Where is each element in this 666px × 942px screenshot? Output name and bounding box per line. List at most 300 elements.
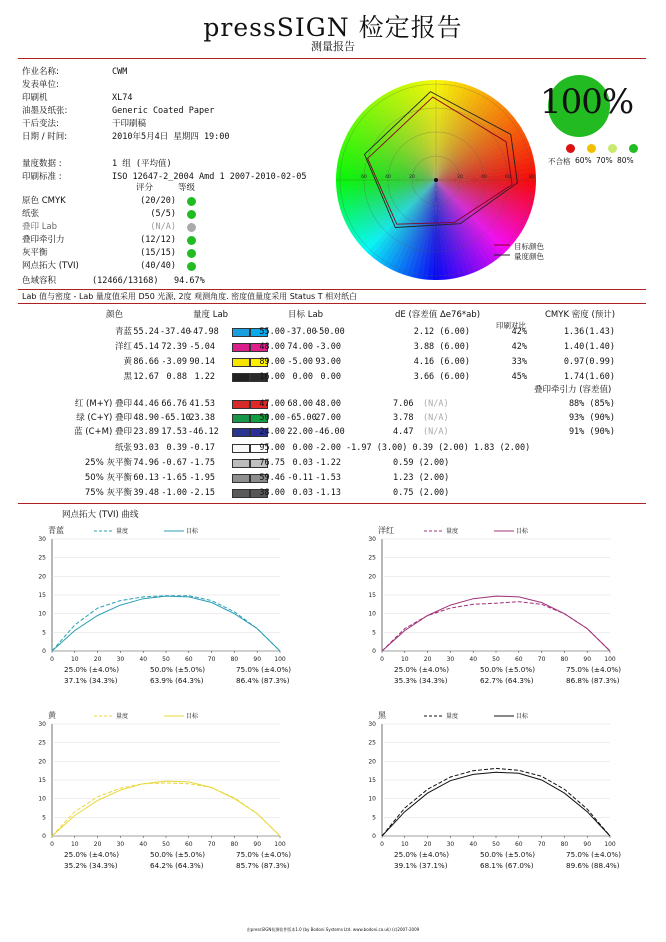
measured-lab: 60.13 <box>133 473 159 483</box>
x-tick-label: 80 <box>560 656 569 663</box>
x-tick-label: 100 <box>604 656 616 663</box>
de-value: 3.78 <box>393 413 414 423</box>
x-tick-label: 90 <box>583 656 592 663</box>
legend-label-target: 目标 <box>516 528 529 535</box>
x-tick-label: 40 <box>469 841 478 848</box>
x-tick-label: 30 <box>446 841 455 848</box>
lab-note: Lab 值与密度 - Lab 量度值采用 D50 光源, 2度 观测角度. 密度值量度采用 Status T 相对纸白 <box>22 292 358 301</box>
x-tick-label: 80 <box>560 841 569 848</box>
de-value: 4.16 (6.00) <box>413 357 470 367</box>
row-name: 25% 灰平衡 <box>84 458 132 468</box>
chart-title: 青蓝 <box>48 526 64 535</box>
measured-swatch <box>232 414 250 423</box>
tvi-title: 网点拓大 (TVI) 曲线 <box>62 510 139 520</box>
target-lab: 0.00 <box>292 443 313 453</box>
contrast-value: 45% <box>511 372 527 382</box>
tvi-chart <box>352 525 627 685</box>
x-tick-label: 100 <box>274 656 286 663</box>
target-lab: 89.00 <box>259 357 285 367</box>
measured-lab: 93.03 <box>133 443 159 453</box>
info-label: 干后变法: <box>22 119 59 129</box>
contrast-value: 33% <box>511 357 527 367</box>
score-header: 评分 <box>136 183 154 193</box>
y-tick-label: 15 <box>38 592 46 599</box>
tvi-chart <box>352 710 627 870</box>
measured-swatch <box>232 328 250 337</box>
measured-lab: 0.88 <box>166 372 187 382</box>
score-value: (5/5) <box>150 209 176 219</box>
x-tick-label: 40 <box>469 656 478 663</box>
de-value: 0.75 (2.00) <box>393 488 450 498</box>
tvi-tolerance: 25.0% (±4.0%) <box>64 850 120 859</box>
x-tick-label: 100 <box>274 841 286 848</box>
wheel-center <box>434 178 438 182</box>
x-tick-label: 0 <box>380 656 384 663</box>
measured-lab: 48.90 <box>133 413 159 423</box>
x-tick-label: 30 <box>116 656 125 663</box>
wheel-tick-label: 60 <box>505 175 511 180</box>
measured-lab: 23.89 <box>133 427 159 437</box>
y-tick-label: 20 <box>368 758 376 766</box>
de-value: 4.47 <box>393 427 414 437</box>
gamut-label: 色域容积 <box>22 276 57 286</box>
page-title: pressSIGN 检定报告 <box>203 13 463 42</box>
measured-lab: -1.95 <box>189 473 215 483</box>
header-rule <box>18 58 646 59</box>
grade-dot <box>187 236 196 245</box>
section-rule <box>18 289 646 290</box>
grade-dot <box>187 210 196 219</box>
target-lab: 93.00 <box>315 357 341 367</box>
tvi-tolerance: 50.0% (±5.0%) <box>150 850 206 859</box>
de-value: 3.66 (6.00) <box>413 372 470 382</box>
measured-lab: 39.48 <box>133 488 159 498</box>
target-lab: 0.00 <box>292 372 313 382</box>
info-value: CWM <box>112 67 128 77</box>
score-label: 网点拓大 (TVI) <box>22 261 79 271</box>
tvi-value: 37.1% (34.3%) <box>64 676 118 685</box>
gamut-percent: 94.67% <box>174 276 205 286</box>
y-tick-label: 30 <box>368 721 376 728</box>
col-density: CMYK 密度 (预计) <box>545 310 616 320</box>
measured-swatch <box>232 459 250 468</box>
de-value: 2.12 (6.00) <box>413 327 470 337</box>
y-tick-label: 0 <box>372 648 376 655</box>
measured-lab: 66.76 <box>161 399 187 409</box>
de-value: 0.59 (2.00) <box>393 458 450 468</box>
target-lab: -5.00 <box>287 357 313 367</box>
x-tick-label: 50 <box>162 656 170 663</box>
y-tick-label: 20 <box>38 573 46 581</box>
measured-lab: 90.14 <box>189 357 215 367</box>
tvi-tolerance: 50.0% (±5.0%) <box>480 665 536 674</box>
measured-curve <box>382 602 610 651</box>
y-tick-label: 25 <box>38 554 46 562</box>
trap-value: 91% (90%) <box>568 427 615 437</box>
target-lab: -65.00 <box>286 413 317 423</box>
target-lab: 48.00 <box>259 342 285 352</box>
score-value: (N/A) <box>150 222 176 232</box>
col-measured: 量度 Lab <box>193 310 229 320</box>
legend-label: 60% <box>575 156 592 165</box>
section-rule-2 <box>18 303 646 304</box>
target-lab: 55.00 <box>259 327 285 337</box>
y-tick-label: 15 <box>38 777 46 784</box>
wheel-tick-label: 60 <box>361 175 367 180</box>
tvi-tolerance: 50.0% (±5.0%) <box>150 665 206 674</box>
score-label: 叠印牵引力 <box>22 235 65 245</box>
measured-lab: 55.24 <box>133 327 159 337</box>
legend-label-measured: 量度 <box>446 528 459 535</box>
measured-lab: 0.39 <box>166 443 187 453</box>
legend-dot <box>629 144 638 153</box>
trap-header: 叠印牵引力 (容差值) <box>534 385 612 395</box>
y-tick-label: 25 <box>368 739 376 747</box>
tvi-tolerance: 75.0% (±4.0%) <box>236 850 292 859</box>
target-lab: 0.03 <box>292 458 313 468</box>
target-lab: 74.00 <box>287 342 313 352</box>
x-tick-label: 90 <box>253 656 262 663</box>
measured-swatch <box>232 400 250 409</box>
x-tick-label: 10 <box>400 841 409 848</box>
y-tick-label: 10 <box>368 610 376 618</box>
info-label: 日期 / 时间: <box>22 132 68 142</box>
target-lab: -50.00 <box>314 327 345 337</box>
x-tick-label: 50 <box>492 656 500 663</box>
x-tick-label: 50 <box>162 841 170 848</box>
y-tick-label: 5 <box>42 814 46 822</box>
de-tolerance: (N/A) <box>423 427 449 437</box>
y-tick-label: 25 <box>38 739 46 747</box>
tvi-value: 63.9% (64.3%) <box>150 676 204 685</box>
x-tick-label: 60 <box>514 841 523 848</box>
density-value: 1.36(1.43) <box>563 327 615 337</box>
target-lab: 16.00 <box>259 372 285 382</box>
info-label: 发表单位: <box>22 80 59 90</box>
target-curve <box>52 781 280 836</box>
tvi-tolerance: 25.0% (±4.0%) <box>64 665 120 674</box>
measured-lab: 45.14 <box>133 342 159 352</box>
wheel-tick-label: 80 <box>529 175 535 180</box>
overall-percent: 100% <box>540 82 634 122</box>
chart-title: 黄 <box>48 711 56 720</box>
tvi-value: 35.2% (34.3%) <box>64 861 118 870</box>
tvi-value: 89.6% (88.4%) <box>566 861 620 870</box>
trap-value: 93% (90%) <box>568 413 615 423</box>
legend-dot <box>566 144 575 153</box>
row-name: 洋红 <box>114 342 132 352</box>
measured-lab: 72.39 <box>161 342 187 352</box>
standard-label: 印刷标准 : <box>22 172 62 182</box>
y-tick-label: 30 <box>38 536 46 543</box>
row-name: 蓝 (C+M) 叠印 <box>74 427 132 437</box>
y-tick-label: 20 <box>368 573 376 581</box>
legend-label: 不合格 <box>548 157 571 166</box>
target-lab: -1.22 <box>315 458 341 468</box>
y-tick-label: 25 <box>368 554 376 562</box>
measure-value: 1 组 (平均值) <box>112 159 172 169</box>
tvi-tolerance: 75.0% (±4.0%) <box>566 665 622 674</box>
legend-label-target: 目标 <box>186 528 199 535</box>
score-value: (40/40) <box>140 261 176 271</box>
target-lab: 24.00 <box>259 427 285 437</box>
score-label: 纸张 <box>22 209 40 219</box>
measured-swatch <box>232 358 250 367</box>
target-lab: 68.00 <box>287 399 313 409</box>
measured-swatch <box>232 373 250 382</box>
target-lab: 27.00 <box>315 413 341 423</box>
x-tick-label: 90 <box>253 841 262 848</box>
info-label: 油墨及纸张: <box>22 106 68 116</box>
target-lab: 47.00 <box>259 399 285 409</box>
measured-lab: 17.53 <box>161 427 187 437</box>
x-tick-label: 40 <box>139 656 148 663</box>
tvi-tolerance: 25.0% (±4.0%) <box>394 665 450 674</box>
row-name: 黑 <box>123 372 132 382</box>
info-value: 干印刷稿 <box>112 119 147 129</box>
measured-lab: 12.67 <box>133 372 159 382</box>
de-tolerance: (N/A) <box>423 413 449 423</box>
y-tick-label: 5 <box>372 814 376 822</box>
section-rule-3 <box>18 503 646 504</box>
tvi-tolerance: 50.0% (±5.0%) <box>480 850 536 859</box>
y-tick-label: 0 <box>42 648 46 655</box>
tvi-value: 85.7% (87.3%) <box>236 861 290 870</box>
tvi-value: 64.2% (64.3%) <box>150 861 204 870</box>
target-lab: 50.00 <box>259 413 285 423</box>
legend-label-measured: 量度 <box>446 713 459 720</box>
x-tick-label: 10 <box>70 656 79 663</box>
score-value: (12/12) <box>140 235 176 245</box>
y-tick-label: 10 <box>38 795 46 803</box>
grade-dot <box>187 249 196 258</box>
x-tick-label: 40 <box>139 841 148 848</box>
target-lab: -46.00 <box>314 427 345 437</box>
grade-dot <box>187 197 196 206</box>
x-tick-label: 30 <box>116 841 125 848</box>
x-tick-label: 20 <box>93 656 102 663</box>
tvi-value: 86.4% (87.3%) <box>236 676 290 685</box>
target-lab: -0.11 <box>287 473 313 483</box>
page-subtitle: 测量报告 <box>311 40 355 53</box>
y-tick-label: 15 <box>368 592 376 599</box>
contrast-value: 42% <box>511 327 527 337</box>
measured-swatch <box>232 444 250 453</box>
measured-lab: -46.12 <box>188 427 219 437</box>
measured-lab: -3.09 <box>161 357 187 367</box>
measured-lab: 44.46 <box>133 399 159 409</box>
y-tick-label: 0 <box>42 833 46 840</box>
score-value: (15/15) <box>140 248 176 258</box>
density-value: 0.97(0.99) <box>563 357 615 367</box>
x-tick-label: 30 <box>446 656 455 663</box>
measured-lab: -1.00 <box>161 488 187 498</box>
measured-lab: 41.53 <box>189 399 215 409</box>
measured-lab: -0.17 <box>189 443 215 453</box>
legend-dot <box>608 144 617 153</box>
target-lab: 22.00 <box>287 427 313 437</box>
measured-curve <box>52 783 280 836</box>
measured-lab: -65.10 <box>160 413 191 423</box>
measured-swatch <box>232 428 250 437</box>
legend-label-measured: 量度 <box>116 713 129 720</box>
wheel-tick-label: 40 <box>481 175 487 180</box>
y-tick-label: 30 <box>38 721 46 728</box>
target-lab: 38.00 <box>259 488 285 498</box>
tvi-chart <box>22 525 297 685</box>
x-tick-label: 20 <box>423 656 432 663</box>
legend-label: 70% <box>596 156 613 165</box>
info-value: 2010年5月4日 星期四 19:00 <box>112 132 230 142</box>
measured-swatch <box>232 343 250 352</box>
x-tick-label: 0 <box>380 841 384 848</box>
col-color: 颜色 <box>106 310 124 320</box>
target-lab: -1.53 <box>315 473 341 483</box>
grade-dot <box>187 262 196 271</box>
legend-label: 80% <box>617 156 634 165</box>
x-tick-label: 60 <box>184 656 193 663</box>
target-lab: -2.00 <box>315 443 341 453</box>
x-tick-label: 50 <box>492 841 500 848</box>
y-tick-label: 5 <box>372 629 376 637</box>
measured-lab: -1.75 <box>189 458 215 468</box>
x-tick-label: 70 <box>207 656 216 663</box>
x-tick-label: 80 <box>230 841 239 848</box>
y-tick-label: 10 <box>38 610 46 618</box>
x-tick-label: 0 <box>50 841 54 848</box>
grade-header: 等级 <box>178 183 196 193</box>
measure-label: 量度数据 : <box>22 159 62 169</box>
row-name: 红 (M+Y) 叠印 <box>74 399 132 409</box>
tvi-tolerance: 25.0% (±4.0%) <box>394 850 450 859</box>
tvi-value: 86.8% (87.3%) <box>566 676 620 685</box>
x-tick-label: 10 <box>70 841 79 848</box>
chart-title: 洋红 <box>378 526 394 535</box>
chart-title: 黑 <box>378 711 386 720</box>
de-value: 3.88 (6.00) <box>413 342 470 352</box>
y-tick-label: 20 <box>38 758 46 766</box>
measured-lab: -2.15 <box>189 488 215 498</box>
de-value: -1.97 (3.00) 0.39 (2.00) 1.83 (2.00) <box>346 443 531 453</box>
target-curve <box>382 596 610 651</box>
info-value: Generic Coated Paper <box>112 106 215 116</box>
tvi-value: 39.1% (37.1%) <box>394 861 448 870</box>
gamut-score: (12466/13168) <box>92 276 159 286</box>
score-value: (20/20) <box>140 196 176 206</box>
target-lab: -1.13 <box>315 488 341 498</box>
measured-lab: -1.65 <box>161 473 187 483</box>
row-name: 绿 (C+Y) 叠印 <box>76 413 132 423</box>
row-name: 75% 灰平衡 <box>84 488 132 498</box>
measured-lab: 1.22 <box>194 372 215 382</box>
target-lab: 95.00 <box>259 443 285 453</box>
wheel-tick-label: 20 <box>409 175 415 180</box>
tvi-tolerance: 75.0% (±4.0%) <box>566 850 622 859</box>
contrast-value: 42% <box>511 342 527 352</box>
tvi-tolerance: 75.0% (±4.0%) <box>236 665 292 674</box>
x-tick-label: 20 <box>423 841 432 848</box>
measured-lab: -37.40 <box>160 327 191 337</box>
info-value: XL74 <box>112 93 133 103</box>
de-value: 1.23 (2.00) <box>393 473 450 483</box>
x-tick-label: 90 <box>583 841 592 848</box>
measured-lab: 74.96 <box>133 458 159 468</box>
target-curve <box>382 772 610 836</box>
info-label: 印刷机 <box>22 93 48 103</box>
legend-label-target: 目标 <box>186 713 199 720</box>
y-tick-label: 30 <box>368 536 376 543</box>
tvi-value: 68.1% (67.0%) <box>480 861 534 870</box>
measured-lab: -0.67 <box>161 458 187 468</box>
standard-value: ISO 12647-2_2004 Amd 1 2007-2010-02-05 <box>112 172 307 182</box>
target-lab: 0.03 <box>292 488 313 498</box>
x-tick-label: 70 <box>537 841 546 848</box>
x-tick-label: 80 <box>230 656 239 663</box>
density-value: 1.40(1.40) <box>563 342 615 352</box>
measured-swatch <box>232 489 250 498</box>
target-curve <box>52 596 280 651</box>
x-tick-label: 20 <box>93 841 102 848</box>
tvi-value: 62.7% (64.3%) <box>480 676 534 685</box>
trap-value: 88% (85%) <box>568 399 615 409</box>
density-value: 1.74(1.60) <box>563 372 615 382</box>
score-label: 灰平衡 <box>22 248 48 258</box>
info-label: 作业名称: <box>22 67 59 77</box>
de-tolerance: (N/A) <box>423 399 449 409</box>
target-lab: 59.46 <box>259 473 285 483</box>
x-tick-label: 70 <box>207 841 216 848</box>
legend-label-measured: 量度 <box>116 528 129 535</box>
target-lab: 48.00 <box>315 399 341 409</box>
row-name: 青蓝 <box>114 327 132 337</box>
wheel-legend-target: 目标颜色 <box>514 242 544 251</box>
grade-dot <box>187 223 196 232</box>
col-target: 目标 Lab <box>288 310 324 320</box>
footer: 由pressSIGN检测软件版本1.0 (by Bodoni Systems Ltd. www.bodoni.co.uk) (c)2007-2009 <box>246 927 420 932</box>
target-lab: 0.00 <box>320 372 341 382</box>
legend-dot <box>587 144 596 153</box>
tvi-value: 35.3% (34.3%) <box>394 676 448 685</box>
row-name: 黄 <box>123 357 132 367</box>
x-tick-label: 100 <box>604 841 616 848</box>
target-lab: -37.00 <box>286 327 317 337</box>
x-tick-label: 0 <box>50 656 54 663</box>
y-tick-label: 10 <box>368 795 376 803</box>
measured-lab: 23.38 <box>189 413 215 423</box>
row-name: 50% 灰平衡 <box>84 473 132 483</box>
y-tick-label: 15 <box>368 777 376 784</box>
y-tick-label: 5 <box>42 629 46 637</box>
tvi-chart <box>22 710 297 870</box>
wheel-tick-label: 40 <box>385 175 391 180</box>
x-tick-label: 60 <box>184 841 193 848</box>
target-lab: -3.00 <box>315 342 341 352</box>
row-name: 纸张 <box>114 443 132 453</box>
score-label: 叠印 Lab <box>22 222 58 232</box>
measured-lab: -47.98 <box>188 327 219 337</box>
wheel-legend-measured: 量度颜色 <box>514 252 544 261</box>
score-label: 原色 CMYK <box>22 196 66 206</box>
col-contrast: 印刷对比 <box>496 321 526 330</box>
de-value: 7.06 <box>393 399 414 409</box>
legend-label-target: 目标 <box>516 713 529 720</box>
x-tick-label: 70 <box>537 656 546 663</box>
x-tick-label: 60 <box>514 656 523 663</box>
target-lab: 76.75 <box>259 458 285 468</box>
y-tick-label: 0 <box>372 833 376 840</box>
measured-lab: 86.66 <box>133 357 159 367</box>
measured-lab: -5.04 <box>189 342 215 352</box>
